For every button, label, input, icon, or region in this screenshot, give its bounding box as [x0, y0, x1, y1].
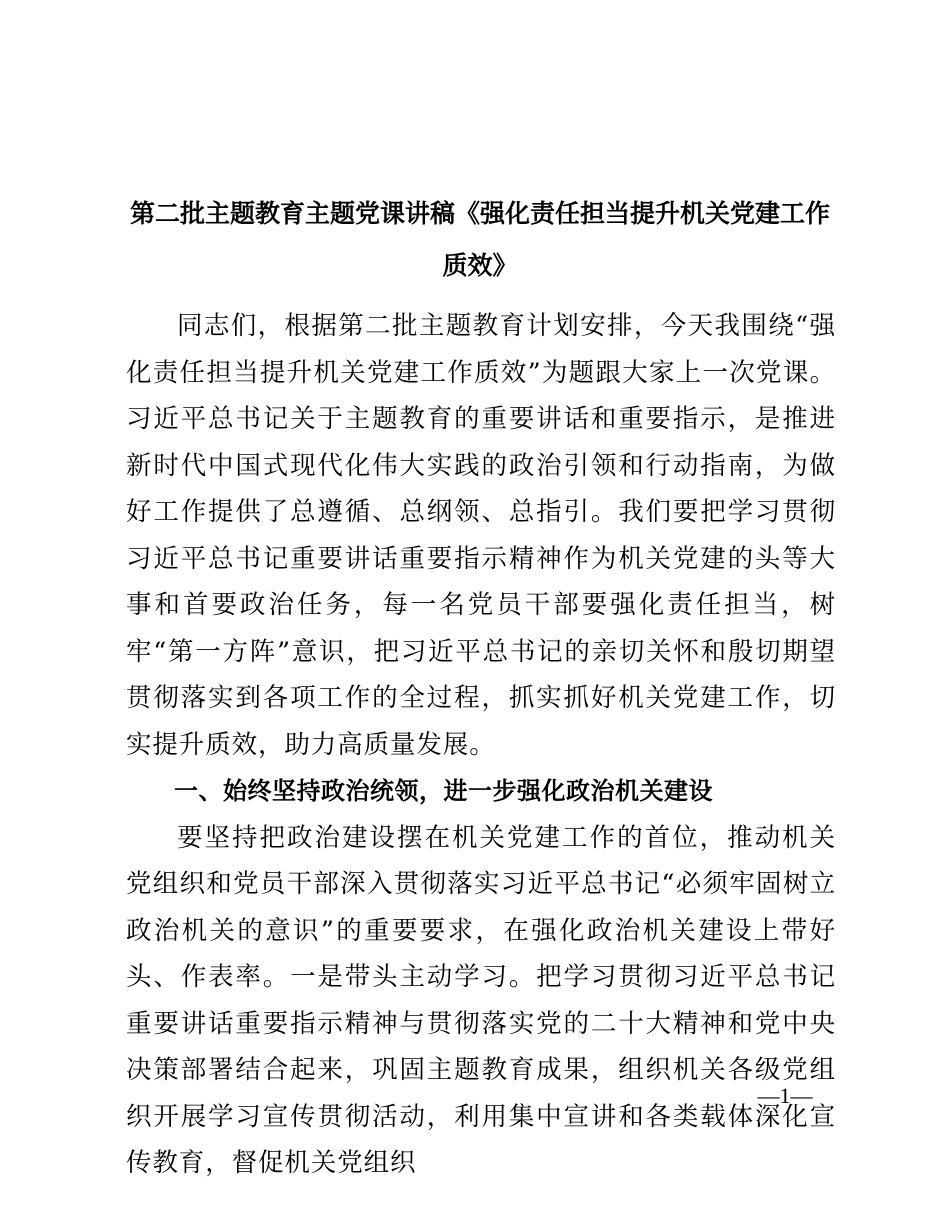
intro-paragraph: 同志们，根据第二批主题教育计划安排，今天我围绕“强化责任担当提升机关党建工作质效”为题跟大家上一次党课。习近平总书记关于主题教育的重要讲话和重要指示，是推进新时代中国式现代化伟大实践的政治引领和行动指南，为做好工作提供了总遵循、总纲领、总指引。我们要把学习贯彻习近平总书记重要讲话重要指示精神作为机关党建的头等大事和首要政治任务，每一名党员干部要强化责任担当，树牢“第一方阵”意识，把习近平总书记的亲切关怀和殷切期望贯彻落实到各项工作的全过程，抓实抓好机关党建工作，切实提升质效，助力高质量发展。 — [126, 311, 836, 760]
section-heading: 一、始终坚持政治统领，进一步强化政治机关建设 — [174, 777, 713, 805]
section-paragraph: 要坚持把政治建设摆在机关党建工作的首位，推动机关党组织和党员干部深入贯彻落实习近平总书记“必须牢固树立政治机关的意识”的重要要求，在强化政治机关建设上带好头、作表率。一是带头主动学习。把学习贯彻习近平总书记重要讲话重要指示精神与贯彻落实党的二十大精神和党中央决策部署结合起来，巩固主题教育成果，组织机关各级党组织开展学习宣传贯彻活动，利用集中宣讲和各类载体深化宣传教育，督促机关党组织 — [126, 822, 836, 1178]
page-number: —1— — [757, 1083, 813, 1108]
document-body — [126, 303, 836, 1187]
document-title: 第二批主题教育主题党课讲稿《强化责任担当提升机关党建工作质效》 — [129, 199, 830, 280]
